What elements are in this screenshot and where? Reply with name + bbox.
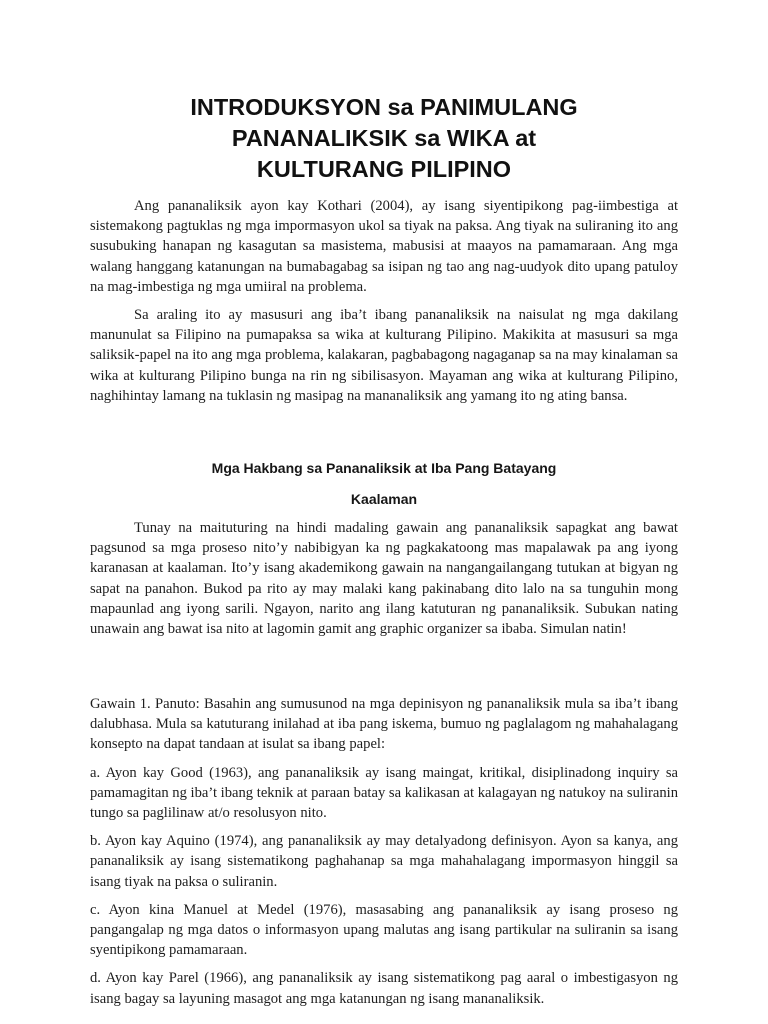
intro-paragraph-2: Sa araling ito ay masusuri ang iba’t ibang pananaliksik na naisulat ng mga dakilang manunulat sa Filipino na pumapaksa sa wika at kulturang Pilipino. Makikita at masusuri sa mga saliksik-papel na ito ang mga problema, kalakaran, pagbabagong nagaganap sa na may kinalaman sa wika at kulturang Pilipino bunga na rin ng sibilisasyon. Mayaman ang wika at kulturang Pilipino, naghihintay lamang na tuklasin ng masipag na mananaliksik ang yamang ito ng ating bansa. — [90, 307, 678, 404]
document-title — [0, 92, 768, 185]
title-line-3: KULTURANG PILIPINO — [256, 156, 512, 182]
intro-section — [90, 196, 678, 414]
definition-item-a: a. Ayon kay Good (1963), ang pananaliksik ay isang maingat, kritikal, disiplinadong inquiry sa pamamagitan ng iba’t ibang teknik at paraan batay sa kalikasan at kalagayan ng natukoy na suliranin tungo sa paglilinaw at/o resolusyon nito. — [90, 764, 678, 822]
section-heading-line-2: Kaalaman — [350, 491, 418, 507]
title-line-2: PANANALIKSIK sa WIKA at — [231, 125, 537, 151]
activity-instructions: Gawain 1. Panuto: Basahin ang sumusunod na mga depinisyon ng pananaliksik mula sa iba’t ibang dalubhasa. Mula sa katuturang inilahad at iba pang iskema, bumuo ng paglalagom ng mahahalagang konsepto na dapat tandaan at isulat sa ibang papel: — [90, 696, 678, 753]
definition-item-c: c. Ayon kina Manuel at Medel (1976), masasabing ang pananaliksik ay isang proseso ng pangangalap ng mga datos o informasyon upang malutas ang isang partikular na suliranin sa isang syentipikong pamamaraan. — [90, 901, 678, 959]
definition-item-d: d. Ayon kay Parel (1966), ang pananaliksik ay isang sistematikong pag aaral o imbestigasyon ng isang bagay sa layuning masagot ang mga katanungan ng isang mananaliksik. — [90, 970, 678, 1007]
definition-item-b: b. Ayon kay Aquino (1974), ang pananaliksik ay may detalyadong definisyon. Ayon sa kanya, ang pananaliksik ay isang sistematikong paghahanap sa mga mahahalagang impormasyon hinggil sa isang tiyak na paksa o suliranin. — [90, 833, 678, 890]
intro-paragraph-1: Ang pananaliksik ayon kay Kothari (2004), ay isang siyentipikong pag-iimbestiga at sistemakong pagtuklas ng mga impormasyon ukol sa tiyak na paksa. Ang tiyak na suliraning ito ang susubuking hanapan ng kasagutan sa masistema, mabusisi at maayos na pamamaraan. Ang mga walang hanggang katanungan na bumabagabag sa isipan ng tao ang nag-uudyok dito upang patuloy na mag-imbestiga ng mga umiiral na problema. — [90, 198, 678, 295]
activity-section — [90, 694, 678, 1017]
section-body — [90, 518, 678, 647]
title-line-1: INTRODUKSYON sa PANIMULANG — [190, 94, 578, 120]
section-paragraph: Tunay na maituturing na hindi madaling gawain ang pananaliksik sapagkat ang bawat pagsunod sa mga proseso nito’y nabibigyan ka ng pagkakatoong mas mapalawak pa ang iyong karanasan at kaalaman. Ito’y isang akademikong gawain na nangangailangang tutukan at bigyan ng sapat na panahon. Bukod pa rito ay may malaki kang pakinabang dito lalo na sa tunguhin mong mapaunlad ang iyong sarili. Ngayon, narito ang ilang katuturan ng pananaliksik. Subukan nating unawain ang bawat isa nito at lagomin gamit ang graphic organizer sa ibaba. Simulan natin! — [90, 520, 678, 638]
section-heading-line-1: Mga Hakbang sa Pananaliksik at Iba Pang Batayang — [211, 460, 557, 476]
